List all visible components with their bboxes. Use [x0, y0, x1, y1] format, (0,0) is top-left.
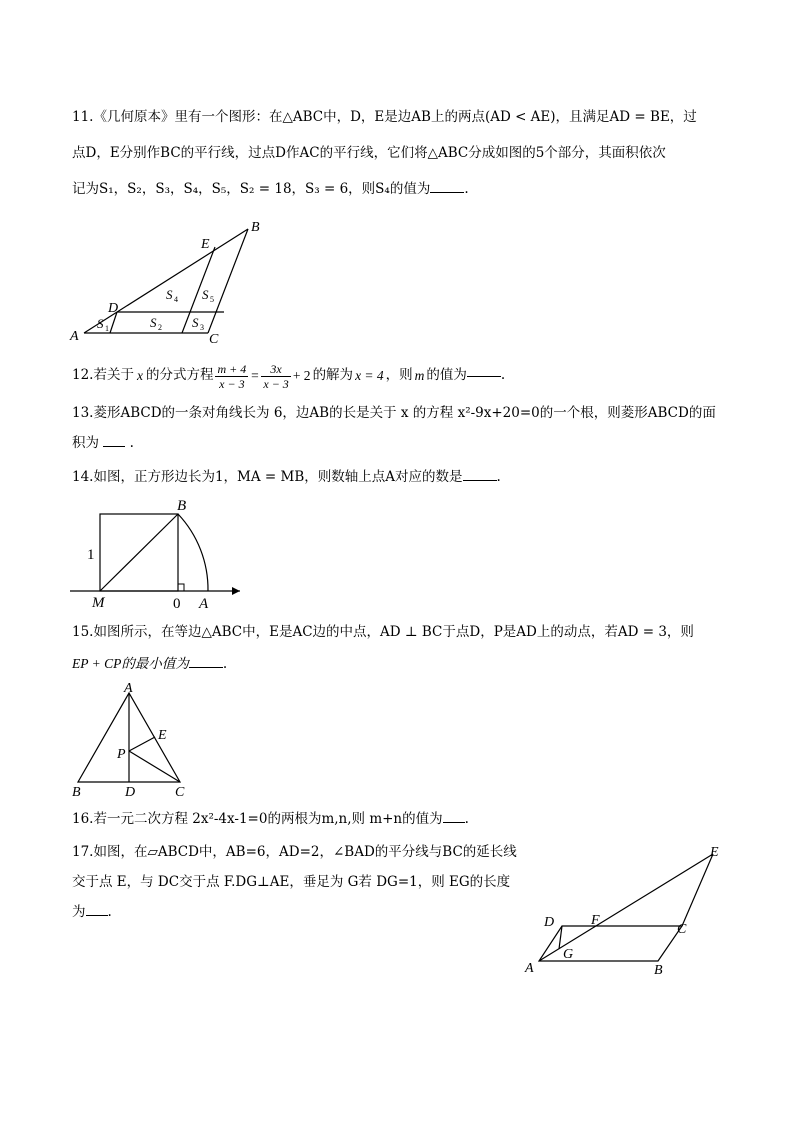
q15-label-E: E [158, 728, 167, 743]
q16-line [72, 813, 469, 827]
q12-equals: = [250, 368, 260, 384]
q17-label-C: C [677, 922, 687, 937]
q11-label-S3: S [192, 315, 199, 330]
q15-line2 [72, 657, 227, 672]
q14-label-B: B [177, 498, 187, 514]
q15-end: . [222, 656, 228, 672]
q12-var-x: x [136, 368, 143, 384]
q11-label-S2-sub: 2 [158, 323, 162, 332]
q17-label-D: D [544, 915, 555, 930]
q17-label-B: B [654, 963, 663, 978]
q12-pre: 12.若关于 [72, 367, 134, 384]
segment-PE [129, 737, 155, 751]
q11-label-S4-sub: 4 [174, 295, 178, 304]
q11-line3 [72, 183, 469, 197]
q17-line3-text: 为 [72, 904, 86, 920]
q11-label-S1-sub: 1 [105, 324, 109, 333]
q11-label-S5: S [202, 287, 209, 302]
q13-line2-text: 积为 [72, 435, 99, 451]
q17-label-G: G [563, 947, 574, 962]
q14-line [72, 471, 501, 485]
q12-fraction-2 [261, 362, 290, 391]
q15-label-A: A [124, 681, 133, 696]
answer-blank [467, 375, 501, 377]
number-line-arrow [232, 587, 240, 595]
q13-line1: 13.菱形ABCD的一条对角线长为 6，边AB的长是关于 x 的方程 x²-9x+20=0的一个根，则菱形ABCD的面 [72, 405, 716, 421]
answer-blank [430, 191, 464, 193]
right-angle-mark [178, 584, 184, 591]
answer-blank [463, 479, 497, 481]
q13-line2 [72, 437, 134, 451]
bisector-AE [539, 854, 713, 961]
q11-label-A: A [70, 329, 79, 344]
q14-label-1: 1 [87, 547, 95, 563]
q12-post: 的解为 [312, 367, 354, 384]
q17-end: . [107, 904, 112, 920]
q11-label-S4: S [166, 287, 173, 302]
q11-label-S5-sub: 5 [210, 295, 214, 304]
q11-line1: 11.《几何原本》里有一个图形：在△ABC中，D，E是边AB上的两点(AD < AE)，且满足AD = BE，过 [72, 109, 697, 125]
q11-line3-end: . [464, 181, 469, 197]
q12-frac1-den: x − 3 [219, 376, 245, 391]
q15-label-P: P [117, 747, 126, 762]
q14-figure [70, 495, 250, 610]
q17-line2: 交于点 E，与 DC交于点 F.DG⊥AE，垂足为 G若 DG=1，则 EG的长度 [72, 874, 511, 890]
q11-label-B: B [251, 220, 260, 235]
q12-frac1-num: m + 4 [217, 361, 247, 376]
segment-PC [129, 751, 180, 782]
answer-blank [86, 914, 108, 916]
q15-line2-text: EP + CP的最小值为 [72, 656, 189, 671]
q16-end: . [464, 811, 469, 827]
q11-label-S1: S [97, 316, 104, 331]
q17-label-F: F [591, 913, 600, 928]
q14-label-A: A [199, 596, 209, 612]
q11-line3-text: 记为S₁，S₂，S₃，S₄，S₅，S₂ = 18，S₃ = 6，则S₄的值为 [72, 181, 431, 197]
q11-label-S3-sub: 3 [200, 323, 204, 332]
q17-label-A: A [525, 961, 534, 976]
q16-text: 16.若一元二次方程 2x²-4x-1=0的两根为m,n,则 m+n的值为 [72, 811, 443, 827]
q12-end: . [500, 367, 506, 384]
q11-line2: 点D，E分别作BC的平行线，过点D作AC的平行线，它们将△ABC分成如图的5个部分，其面积依次 [72, 145, 666, 161]
q12-plus: + 2 [292, 368, 311, 384]
answer-blank [103, 445, 125, 447]
q17-label-E: E [710, 845, 719, 860]
q11-label-D: D [108, 301, 119, 316]
q11-figure [70, 220, 270, 350]
q15-figure [70, 680, 200, 800]
q15-label-C: C [175, 785, 185, 800]
q12-mid: 的分式方程 [145, 367, 214, 384]
extension-CE [682, 854, 713, 926]
q14-label-M: M [92, 595, 105, 611]
q12-line [72, 361, 505, 391]
q12-post2: ，则 [385, 367, 413, 384]
q14-end: . [496, 469, 501, 485]
q15-label-D: D [125, 785, 136, 800]
q17-line1: 17.如图，在▱ABCD中，AB=6，AD=2，∠BAD的平分线与BC的延长线 [72, 844, 517, 860]
q11-label-C: C [209, 332, 219, 347]
parallelogram-ABCD [539, 926, 682, 961]
q14-text: 14.如图，正方形边长为1，MA = MB，则数轴上点A对应的数是 [72, 469, 463, 485]
q12-frac2-num: 3x [261, 362, 290, 377]
diagonal-MB [100, 514, 178, 591]
answer-blank [443, 821, 465, 823]
answer-blank [189, 666, 223, 668]
q17-figure [520, 840, 730, 980]
q12-solution: x = 4 [355, 368, 384, 384]
q12-post3: 的值为 [426, 367, 467, 384]
q11-label-E: E [201, 237, 210, 252]
q11-label-S2: S [150, 315, 157, 330]
q12-var-m: m [414, 368, 425, 384]
q12-frac2-den: x − 3 [263, 376, 289, 391]
q13-end: . [129, 435, 134, 451]
arc-BA [178, 514, 208, 591]
q14-label-0: 0 [173, 596, 181, 612]
q17-line3 [72, 906, 112, 920]
q15-label-B: B [72, 785, 81, 800]
q15-line1: 15.如图所示，在等边△ABC中，E是AC边的中点，AD ⊥ BC于点D，P是AD上的动点，若AD = 3，则 [72, 624, 694, 640]
q12-fraction-1 [215, 362, 248, 391]
